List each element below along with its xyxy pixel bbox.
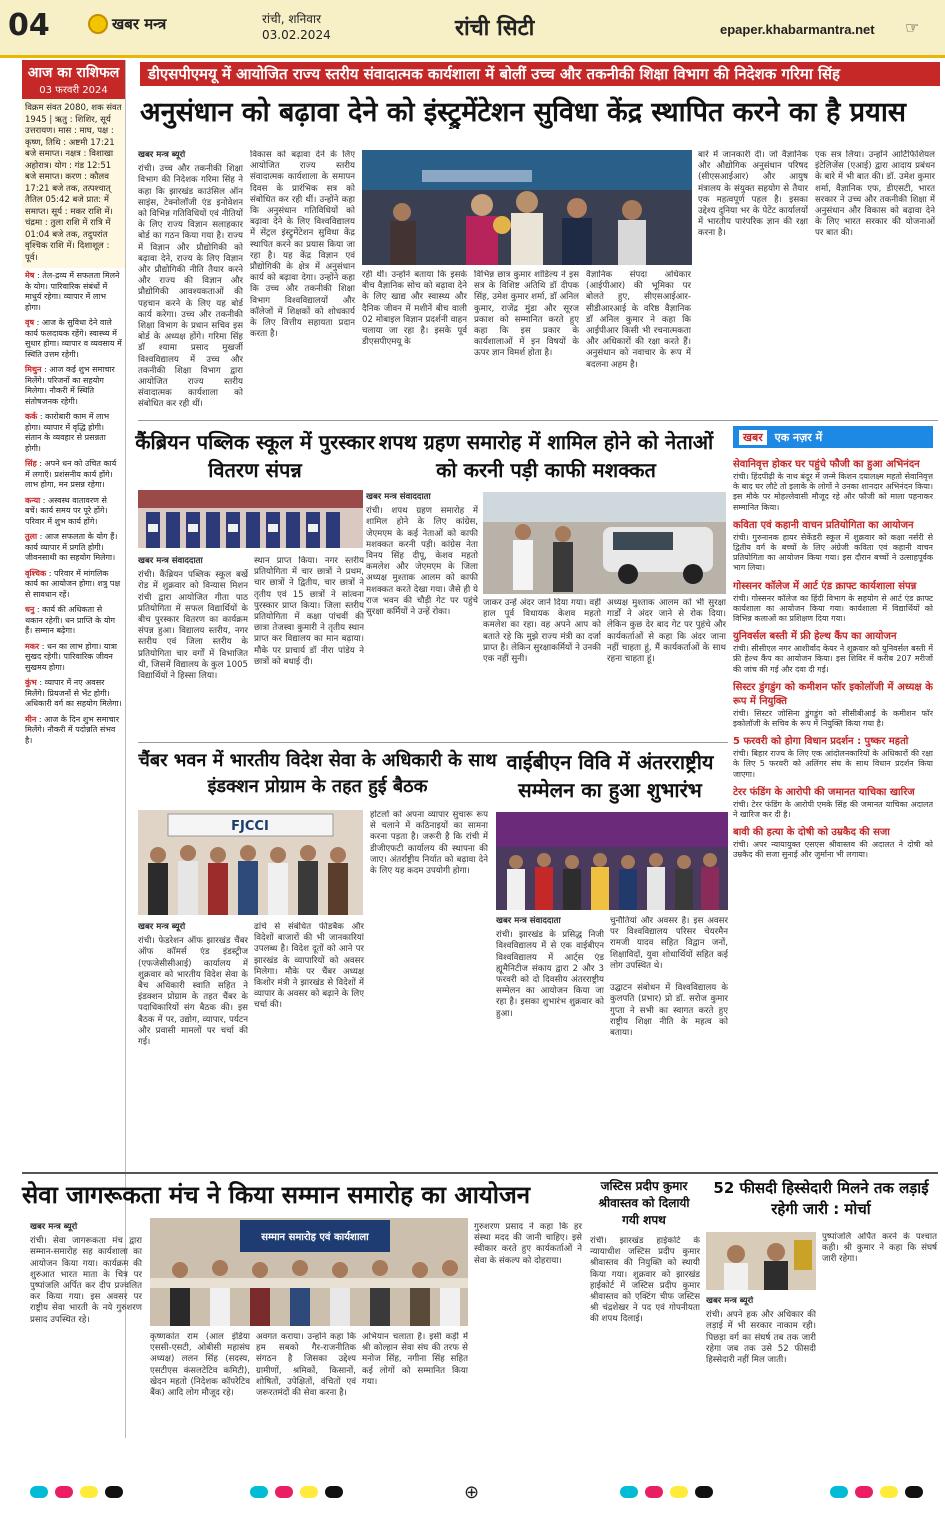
magenta-mark [275,1486,293,1498]
rashi-item: वृश्चिक : परिवार में मांगलिक कार्य का आयोजन होगा। शत्रु पक्ष से सावधान रहें। [25,568,121,599]
rashi-text: आज के दिन शुभ समाचार मिलेंगे। नौकरी में पदोन्नति संभव है। [25,714,120,745]
morcha-photo [706,1232,816,1290]
ybn-headline: वाईबीएन विवि में अंतरराष्ट्रीय सम्मेलन का हुआ शुभारंभ [506,750,714,802]
chamber-banner-text: FJCCI [231,819,269,834]
cambrian-headline: कैंब्रियन पब्लिक स्कूल में पुरस्कार वितरण संपन्न [135,430,375,482]
pointing-hand-icon: ☞ [905,18,920,37]
rashi-sign: मिथुन [25,365,42,374]
ybn-col-1 [496,916,604,1166]
cambrian-col-2: स्थान प्राप्त किया। नगर स्तरीय प्रतियोगिता में चार छात्रों ने प्रथम, चार छात्रों ने द्वितीय, चार छात्रों ने तृतीय एवं 15 छात्रों ने सांत्वना पुरस्कार प्राप्त किया। जिला स्तरीय प्रतियोगिता में कक्षा पांचवीं की छात्रा तेजस्वा कुमारी ने तृतीय स्थान प्राप्त कर विद्यालय का मान बढ़ाया। मौके पर प्राचार्य डॉ नीरा पांडेय ने छात्रों को बधाई दी। [254,556,364,667]
rashi-text: परिवार में मांगलिक कार्य का आयोजन होगा। शत्रु पक्ष से सावधान रहें। [25,568,121,599]
registration-marks [0,1480,945,1506]
cambrian-col-1 [138,556,248,736]
section-title: रांची सिटी [455,16,535,41]
brief-text: रांची। बिहार राज्य के लिए एक आंदोलनकारियों के अधिकारों की रक्षा के लिए 5 फरवरी को अलिंगर संघ के साथ विधान प्रदर्शन किया जाएगा। [733,749,933,779]
black-mark [105,1486,123,1498]
brief-title: सिस्टर डुंगडुंग को कमीशन फॉर इकोलॉजी में अध्यक्ष के रूप में नियुक्ति [733,681,933,707]
chamber-headline: चैंबर भवन में भारतीय विदेश सेवा के अधिकारी के साथ इंडक्शन प्रोग्राम के तहत हुई बैठक [138,750,497,797]
rashi-item: कुंभ : व्यापार में नए अवसर मिलेंगे। प्रियजनों से भेंट होगी। अधिकारी वर्ग का सहयोग मिलेगा। [25,678,122,708]
rashi-sign: वृष [25,318,35,327]
crosshair-icon: ⊕ [464,1482,480,1503]
chamber-col-1 [138,922,248,1166]
cyan-mark [30,1486,48,1498]
magenta-mark [55,1486,73,1498]
shapath-col-1 [366,492,478,736]
brief-text: रांची। हिंदपीढ़ी के नाथ बंदूर में जन्मे किशन दयालक्ष्म महतो सेवानिवृत्त के बाद घर लौटे तो इलाके के लोगों ने उनका शानदार अभिनंदन किया। इस मौके पर मोहल्लेवासी मौजूद रहे और फौजी को माला पहनाकर सम्मानित किया। [733,472,933,512]
ek-nazar-header [733,426,933,448]
morcha-col-2: पुष्पांजलि अर्पित करने के पश्चात कही। श्री कुमार ने कहा कि संघर्ष जारी रहेगा। [822,1232,937,1265]
rashi-item: तुला : आज सफलता के योग हैं। कार्य व्यापार में प्रगति होगी। जीवनसाथी का सहयोग मिलेगा। [25,532,118,562]
rashi-text: अस्वस्थ वातावरण से बचें। कार्य समय पर पूरे होंगे। परिवार में शुभ कार्य होंगे। [25,495,108,526]
rashi-item: मकर : धन का लाभ होगा। यात्रा सुखद रहेगी। पारिवारिक जीवन सुखमय होगा। [25,641,117,672]
shapath-headline: शपथ ग्रहण समारोह में शामिल होने को नेताओं को करनी पड़ी काफी मशक्कत [378,430,714,482]
cambrian-byline: खबर मन्त्र संवाददाता [138,556,203,566]
seva-col-2: कृष्णकांत राम (आल इंडिया एससी-एसटी, ओबीसी महासंघ अध्यक्ष) ललन सिंह (सदस्य, एसटीएस कंसलटेटिव कमिटी), खेदन महतो (निदेशक कॉपरेटिव बैंक) आदि लोग मौजूद रहे। [150,1332,250,1399]
shapath-col-2: जाकर उन्हें अंदर जाने दिया गया। वहीं हाल पूर्व विधायक केशव महतो कमलेश का रहा। वह अपने आप को बताते रहे कि मुझे राज्य मंत्री का दर्जा प्राप्त है। लेकिन सुरक्षाकर्मियों ने उनकी एक नहीं सुनी। [483,598,601,665]
ybn-col-1-text: रांची। झारखंड के प्रसिद्ध निजी विश्वविद्यालय में से एक वाईबीएन विश्वविद्यालय में आर्ट्स एंड ह्यूमैनिटीज संकाय द्वारा 2 और 3 फरवरी को दो दिवसीय अंतरराष्ट्रीय सम्मेलन का आयोजन किया जा रहा है। इसका शुभारंभ शुक्रवार को हुआ। [496,930,604,1019]
divider [138,742,728,743]
rashi-text: अपने धन को उचित कार्य में लगाएँ। प्रशंसनीय कार्य होंगे। लाभ होगा, मन प्रसन्न रहेगा। [25,459,117,489]
lead-col-7: एक सत्र लिया। उन्होंने आर्टिफिशियल इंटेलिजेंस (एआई) द्वारा आदाय प्रबंधन के बारे में भी बात की। डॉ. उमेश कुमार शर्मा, वैज्ञानिक एफ, डीएसटी, भारत सरकार ने उच्च और तकनीकी शिक्षा में अनुसंधान और विकास को बढ़ावा देने के लिए भारत सरकार की योजनाओं पर बात की। [815,150,935,239]
ek-nazar-tag: खबर [739,430,767,445]
shapath-col-1-text: रांची। शपथ ग्रहण समारोह में शामिल होने के लिए कांग्रेस, जेएमएम के कई नेताओं को काफी मशक्कत करनी पड़ी। कांग्रेस नेता विनय सिंह दीपू, केशव महतो कमलेश और जेएमएम के जिला अध्यक्ष मुश्ताक आलम को काफी मशक्कत करते देखा गया। जैसे ही ये राज भवन की चौड़ी गेट पर पहुंचे सुरक्षा कर्मियों ने उन्हें रोका। [366,506,478,618]
brief-text: रांची। सिस्टर जोसिना डुंगडुंग को सीसीबीआई के कमीशन फॉर इकोलॉजी के सचिव के रूप में नियुक्ति किया गया है। [733,708,933,729]
chamber-byline: खबर मन्त्र ब्यूरो [138,922,186,932]
shapath-col-3: अध्यक्ष मुश्ताक आलम को भी सुरक्षा गार्डों ने अंदर जाने से रोक दिया। लेकिन कुछ देर बाद गेट पर पुहंचे और कार्यकर्ताओं से कहा कि अंदर जाना नहीं चाहता हूं, मैं कार्यकर्ताओं के साथ रहना चाहता हूं। [607,598,726,665]
seva-col-5: गुरुशरण प्रसाद ने कहा कि हर संस्था मदद की जानी चाहिए। इसे स्वीकार करते हुए कार्यकर्ताओं ने सेवा के संकल्प को दोहराया। [474,1222,582,1266]
epaper-link[interactable]: epaper.khabarmantra.net [720,22,875,37]
chamber-col-3: होटलों को अपना व्यापार सुचारू रूप से चलाने में कठिनाइयों का सामना करना पड़ता है। जरूरी है कि रांची में डीजीएफटी कार्यालय की स्थापना की जाए। अंतर्राष्ट्रीय निर्यात को बढ़ावा देने के लिए यह कदम उपयोगी होगा। [370,810,488,877]
seva-byline: खबर मन्त्र ब्यूरो [30,1222,78,1232]
rashi-item: धनु : कार्य की अधिकता से थकान रहेगी। धन प्राप्ति के योग हैं। सम्मान बढ़ेगा। [25,605,116,635]
brief-title: बावी की हत्या के दोषी को उम्रकैद की सजा [733,827,890,839]
black-mark [905,1486,923,1498]
seva-col-1-text: रांची। सेवा जागरूकता मंच द्वारा सम्मान-समारोह सह कार्यशाला का आयोजन किया गया। कार्यक्रम की शुरुआत भारत माता के चित्र पर पुष्पांजलि अर्पित कर दीप प्रज्वलित कर किया गया। इस अवसर पर राष्ट्रीय सेवा भारती के नये गुरुशरण प्रसाद उपस्थित रहे। [30,1236,142,1325]
rashi-text: आज कई शुभ समाचार मिलेंगे। परिजनों का सहयोग मिलेगा। नौकरी में स्थिति संतोषजनक रहेगी। [25,365,115,406]
lead-col-6: बारे में जानकारी दी। जो वैज्ञानिक और औद्योगिक अनुसंधान परिषद (सीएसआईआर) और आयुष मंत्रालय के संयुक्त सहयोग से तैयार एक महत्वपूर्ण पहल है। इसका उद्देश्य दुनिया भर के पेटेंट कार्यालयों में भारतीय पारंपरिक ज्ञान की रक्षा करना है। [698,150,808,239]
seva-col-3: अवगत कराया। उन्होंने कहा कि हम सबको गैर-राजनीतिक संगठन है जिसका उद्देश्य ग्रामीणों, श्रमिकों, किसानों, शोषितों, उपेक्षितों, वंचितों एवं जरूरतमंदों की सेवा करना है। [256,1332,356,1399]
rashi-sign: वृश्चिक [25,568,47,578]
seva-photo [150,1218,468,1326]
rashi-item: मीन : आज के दिन शुभ समाचार मिलेंगे। नौकरी में पदोन्नति संभव है। [25,714,120,745]
seva-banner-text: सम्मान समारोह एवं कार्यशाला [261,1232,369,1243]
divider [22,1172,938,1174]
panchang-text: विक्रम संवत 2080, शक संवत 1945 | ऋतु : शिशिर, सूर्य उत्तरायण। मास : माघ, पक्ष : कृष्ण, तिथि : अष्टमी 17:21 बजे समाप्त। नक्षत्र : विशाखा अहोरात्र। योग : गंड 12:51 बजे समाप्त। करण : कौलव 17:21 बजे तक, तत्पश्चात् तैतिल 05:42 बजे प्रात: में समाप्त। सूर्य : मकर राशि में। चंद्रमा : तुला राशि में रात्रि में 01:04 बजे तक, तदुपरांत वृश्चिक राशि में। दिशाशूल : पूर्व। [22,99,125,268]
brief-text: रांची। सीसीएल नगर आशीर्वाद केयर ने शुक्रवार को युनिवर्सल बस्ती में फ्री हेल्थ कैंप का आयोजन किया। इस शिविर में करीब 207 मरीजों की जांच की गई और दवा दी गई। [733,644,933,674]
brief-title: टेरर फंडिंग के आरोपी की जमानत याचिका खारिज [733,786,915,798]
rashi-item: सिंह : अपने धन को उचित कार्य में लगाएँ। प्रशंसनीय कार्य होंगे। लाभ होगा, मन प्रसन्न रहेगा। [25,459,117,489]
shapath-photo [483,492,726,594]
brief-text: रांची। अपर न्यायायुक्त एसएस श्रीवास्तव की अदालत ने दोषी को उम्रकैद की सजा सुनाई और जुर्माना भी लगाया। [733,840,933,860]
rashifal-title: आज का राशिफल [27,65,120,81]
rashi-sign: तुला [25,532,38,541]
rashi-sign: धनु [25,605,35,614]
rashifal-date: 03 फरवरी 2024 [39,85,108,96]
brief-title: गोस्सनर कॉलेज में आर्ट एंड क्राफ्ट कार्यशाला संपन्न [733,580,917,592]
lead-byline: खबर मन्त्र ब्यूरो [138,150,186,160]
yellow-mark [300,1486,318,1498]
ek-nazar-title: एक नज़र में [774,431,823,444]
rashi-text: तेल-द्रव्य में सफलता मिलने के योग। पारिवारिक संबंधों में माधुर्य रहेगा। व्यापार में लाभ होगा। [25,271,120,312]
brief-text: रांची। गोस्सनर कॉलेज का हिंदी विभाग के सहयोग से आर्ट एंड क्राफ्ट कार्यशाला का आयोजन किया गया। कार्यशाला में विद्यार्थियों को विभिन्न कलाओं का प्रशिक्षण दिया गया। [733,593,933,624]
rashifal-header [22,60,125,99]
ybn-col-2-text: चुनौतियां और अवसर है। इस अवसर पर विश्वविद्यालय परिसर चेयरमैन रामजी यादव सहित विद्वान जनों, शिक्षाविदों, युवा शोधार्थियों सहित कई लोग उपस्थित थे। [610,916,728,971]
chamber-photo [138,810,363,915]
cyan-mark [830,1486,848,1498]
rashi-sign: कन्या [25,495,41,505]
lead-dek: डीएसपीएमयू में आयोजित राज्य स्तरीय संवादात्मक कार्यशाला में बोलीं उच्च और तकनीकी शिक्षा विभाग की निदेशक गरिमा सिंह [140,62,940,86]
rashi-sign: मकर [25,641,40,651]
lead-headline: अनुसंधान को बढ़ावा देने को इंस्ट्रुमेंटेशन सुविधा केंद्र स्थापित करने का है प्रयास [140,97,907,128]
rashi-text: व्यापार में नए अवसर मिलेंगे। प्रियजनों से भेंट होगी। अधिकारी वर्ग का सहयोग मिलेगा। [25,678,122,708]
yellow-mark [80,1486,98,1498]
cyan-mark [250,1486,268,1498]
ybn-byline: खबर मन्त्र संवाददाता [496,916,561,926]
rashi-item: कर्क : कारोबारी काम में लाभ होगा। व्यापार में वृद्धि होगी। संतान के व्यवहार से प्रसन्नता होगी। [25,412,110,453]
chamber-col-1-text: रांची। फेडरेशन ऑफ झारखंड चैंबर ऑफ कॉमर्स एंड इंडस्ट्रीज (एफजेसीसीआई) कार्यालय में शुक्रवार को भारतीय विदेश सेवा के बैच अधिकारी स्वाति सहित ने इंडक्शन प्रोग्राम के तहत चैंबर के पदाधिकारियों संग बैठक की। इस बैठक में पर, उद्योग, व्यापार, पर्यटन और प्रवासी मामलों पर चर्चा की गई। [138,936,248,1048]
brief-title: युनिवर्सल बस्ती में फ्री हेल्थ कैंप का आयोजन [733,631,897,643]
yellow-mark [880,1486,898,1498]
seva-headline: सेवा जागरूकता मंच ने किया सम्मान समारोह का आयोजन [22,1181,531,1209]
edition-city: रांची, शनिवार [262,12,321,26]
rashi-text: धन का लाभ होगा। यात्रा सुखद रहेगी। पारिवारिक जीवन सुखमय होगा। [25,641,117,672]
rashi-sign: मेष [25,271,35,280]
cyan-mark [620,1486,638,1498]
justice-text: रांची। झारखंड हाईकोर्ट के न्यायाधीश जस्टिस प्रदीप कुमार श्रीवास्तव की नियुक्ति को स्थायी किया गया। शुक्रवार को झारखंड हाईकोर्ट में जस्टिस प्रदीप कुमार श्रीवास्तव को एक्टिंग चीफ जस्टिस श्री चंद्रशेखर ने पद एवं गोपनीयता की शपथ दिलाई। [590,1236,700,1325]
cambrian-photo [138,490,363,548]
seva-col-4: अभियान चलाता है। इसी कड़ी में श्री कोल्हान सेवा संघ की तरफ से मनोज सिंह, नगीना सिंह सहित कई लोगों को सम्मानित किया गया। [362,1332,468,1387]
brief-text: रांची। टेरर फंडिंग के आरोपी एमके सिंह की जमानत याचिका अदालत ने खारिज कर दी है। [733,799,933,820]
brand-logo-icon [88,14,108,34]
morcha-col-1 [706,1296,816,1472]
rashi-item: वृष : आज के सुविधा देने वाले कार्य फलदायक रहेंगे। स्वास्थ्य में सुधार होगा। व्यापार व व्यवसाय में स्थिति उत्तम रहेगी। [25,318,122,359]
rashi-sign: कर्क [25,412,38,421]
lead-col-2: विकास को बढ़ावा देने के लिए आयोजित राज्य स्तरीय संवादात्मक कार्यशाला के समापन दिवस के प्रारंभिक सत्र को संबोधित कर रही थीं। उन्होंने कहा कि अनुसंधान गतिविधियों को बढ़ावा देने के लिए विश्वविद्यालय में सेंट्रल इंस्ट्रुमेंटेशन सुविधा केंद्र स्थापित करने का प्रयास किया जा रहा है। यह केंद्र विज्ञान एवं प्रौद्योगिकी के क्षेत्र में अनुसंधान कार्य को बढ़ावा देगा। उन्होंने कहा कि उच्च और तकनीकी शिक्षा विभाग विश्वविद्यालयों और कॉलेजों में शिक्षकों को शोधकार्य के लिए वित्तीय सहायता प्रदान करता है। [250,150,355,340]
rashi-sign: मीन [25,714,37,724]
shapath-byline: खबर मन्त्र संवाददाता [366,492,431,502]
rashi-text: कारोबारी काम में लाभ होगा। व्यापार में वृद्धि होगी। संतान के व्यवहार से प्रसन्नता होगी। [25,412,110,453]
page-number: 04 [8,8,50,43]
rashi-sign: कुंभ [25,678,37,687]
lead-col-3: रही थीं। उन्होंने बताया कि इसके बीच वैज्ञानिक सोच को बढ़ावा देने के लिए खाद्य और स्वास्थ्य और दैनिक जीवन में मशीनें बीच वाली 02 मोबाइल विज्ञान प्रदर्शनी वाहन चलाया जा रहा है। इसके पूर्व डीएसपीएमयू के [362,270,467,348]
seva-col-1 [30,1222,142,1472]
rashi-sign: सिंह [25,459,37,468]
brand-name: खबर मन्त्र [112,15,167,33]
lead-col-5: वैज्ञानिक संपदा अधिकार (आईपीआर) की भूमिका पर बोलते हुए, सीएसआईआर-सीडीआरआई के वरिष्ठ वैज्ञानिक डॉ अनिल कुमार ने कहा कि आईपीआर किसी भी रचनात्मकता और अधिकारों की रक्षा करते हैं। अनुसंधान को नवाचार के रूप में बदलना अहम है। [586,270,691,370]
black-mark [325,1486,343,1498]
ybn-col-2 [610,916,728,1166]
justice-headline: जस्टिस प्रदीप कुमार श्रीवास्तव को दिलायी गयी शपथ [598,1179,690,1227]
morcha-headline: 52 फीसदी हिस्सेदारी मिलने तक लड़ाई रहेगी जारी : मोर्चा [713,1179,929,1218]
rashi-item: कन्या : अस्वस्थ वातावरण से बचें। कार्य समय पर पूरे होंगे। परिवार में शुभ कार्य होंगे। [25,495,108,526]
ybn-photo [496,812,728,910]
masthead [0,0,945,58]
edition-date: 03.02.2024 [262,28,331,42]
rashi-text: आज सफलता के योग हैं। कार्य व्यापार में प्रगति होगी। जीवनसाथी का सहयोग मिलेगा। [25,532,118,562]
morcha-byline: खबर मन्त्र ब्यूरो [706,1296,754,1306]
rashi-item: मिथुन : आज कई शुभ समाचार मिलेंगे। परिजनों का सहयोग मिलेगा। नौकरी में स्थिति संतोषजनक रहेगी। [25,365,115,406]
magenta-mark [855,1486,873,1498]
ybn-col-3-text: उद्घाटन संबोधन में विश्वविद्यालय के कुलपति (प्रभार) प्रो डॉ. सरोज कुमार गुप्ता ने सभी का स्वागत करते हुए राष्ट्रीय शिक्षा नीति के महत्व को बताया। [610,983,728,1039]
lead-col-1-text: रांची। उच्च और तकनीकी शिक्षा विभाग की निदेशक गरिमा सिंह ने कहा कि झारखंड काउंसिल ऑन साइंस, टेक्नोलॉजी एंड इनोवेशन को विभिन्न गतिविधियों एवं नीतियों के लिए राज्य विज्ञान सलाहकार बोर्ड का गठन किया गया है। राज्य में विज्ञान और प्रौद्योगिकी को बढ़ावा देने, राज्य के लिए विज्ञान और प्रौद्योगिकी नीति तैयार करने और राज्य की विज्ञान और प्रौद्योगिकी आवश्यकताओं की पहचान करने के लिए यह बोर्ड कार्य करेगा। उच्च और तकनीकी शिक्षा विभाग के प्रधान सचिव इस बोर्ड के अध्यक्ष होंगे। गरिमा सिंह डॉ श्यामा प्रसाद मुखर्जी विश्वविद्यालय में उच्च और तकनीकी शिक्षा विभाग द्वारा आयोजित राज्य स्तरीय संवादात्मक कार्यशाला को संबोधित कर रही थीं। [138,164,243,410]
rashi-text: आज के सुविधा देने वाले कार्य फलदायक रहेंगे। स्वास्थ्य में सुधार होगा। व्यापार व व्यवसाय में स्थिति उत्तम रहेगी। [25,318,122,359]
black-mark [695,1486,713,1498]
cambrian-col-1-text: रांची। कैंब्रियन पब्लिक स्कूल बर्खे रोड में शुक्रवार को विन्यास मिशन रांची द्वारा आयोजित गीता पाठ प्रतियोगिता में सफल विद्यार्थियों के बीच पुरस्कार वितरण का कार्यक्रम संपन्न हुआ। विद्यालय स्तरीय, नगर स्तरीय एवं जिला स्तरीय के प्रतियोगिता चार वर्गों में विभाजित थी, जिसमें विद्यालय के कुल 1005 विद्यार्थियों ने हिस्सा लिया। [138,570,248,682]
rashi-text: कार्य की अधिकता से थकान रहेगी। धन प्राप्ति के योग हैं। सम्मान बढ़ेगा। [25,605,116,635]
divider [138,420,938,421]
magenta-mark [645,1486,663,1498]
lead-col-4: विभिन्न छात्र कुमार शांडिल्य ने इस सत्र के विशिष्ट अतिथि डॉ दीपक सिंह, उमेश कुमार शर्मा, डॉ अनिल कुमार, राजेंद्र मुंडा और सूरज प्रकाश को सम्मानित करते हुए कहा कि इस प्रकार के कार्यशालाओं में इन विषयों के ऊपर ज्ञान विमर्श होता है। [474,270,579,359]
brief-text: रांची। गुरुनानक हायर सेकेंडरी स्कूल में शुक्रवार को कक्षा नर्सरी से द्वितीय वर्ग के बच्चों के लिए अंग्रेजी कविता एवं कहानी वाचन प्रतियोगिता का आयोजन किया गया। इस दौरान बच्चों ने उत्साहपूर्वक भाग लिया। [733,532,933,573]
brief-title: सेवानिवृत्त होकर घर पहुंचे फौजी का हुआ अभिनंदन [733,459,920,470]
rashi-item: मेष : तेल-द्रव्य में सफलता मिलने के योग। पारिवारिक संबंधों में माधुर्य रहेगा। व्यापार में लाभ होगा। [25,271,120,312]
lead-photo [362,150,692,265]
brief-title: 5 फरवरी को होगा विधान प्रदर्शन : पुष्कर महतो [733,736,909,748]
morcha-col-1-text: रांची। अपने हक और अधिकार की लड़ाई में भी सरकार नाकाम रही। पिछड़ा वर्ग का संघर्ष तब तक जारी रहेगा जब तक उसे 52 फीसदी हिस्सेदारी नहीं मिल जाती। [706,1310,816,1366]
chamber-col-2: ढांचे से संबंधित फीडबैक और विदेशों बाजारों की भी जानकारियां उपलब्ध है। विदेश दूतों को आने पर झारखंड के व्यापारियों को अवसर मिलेगा। मौके पर चैंबर अध्यक्ष किशोर मंत्री ने झारखंड से विदेशों में व्यापार के अवसर को बढ़ाने के लिए चर्चा की। [254,922,364,1011]
yellow-mark [670,1486,688,1498]
rashifal-list [22,268,125,754]
lead-col-1 [138,150,243,415]
brief-title: कविता एवं कहानी वाचन प्रतियोगिता का आयोजन [733,519,914,531]
